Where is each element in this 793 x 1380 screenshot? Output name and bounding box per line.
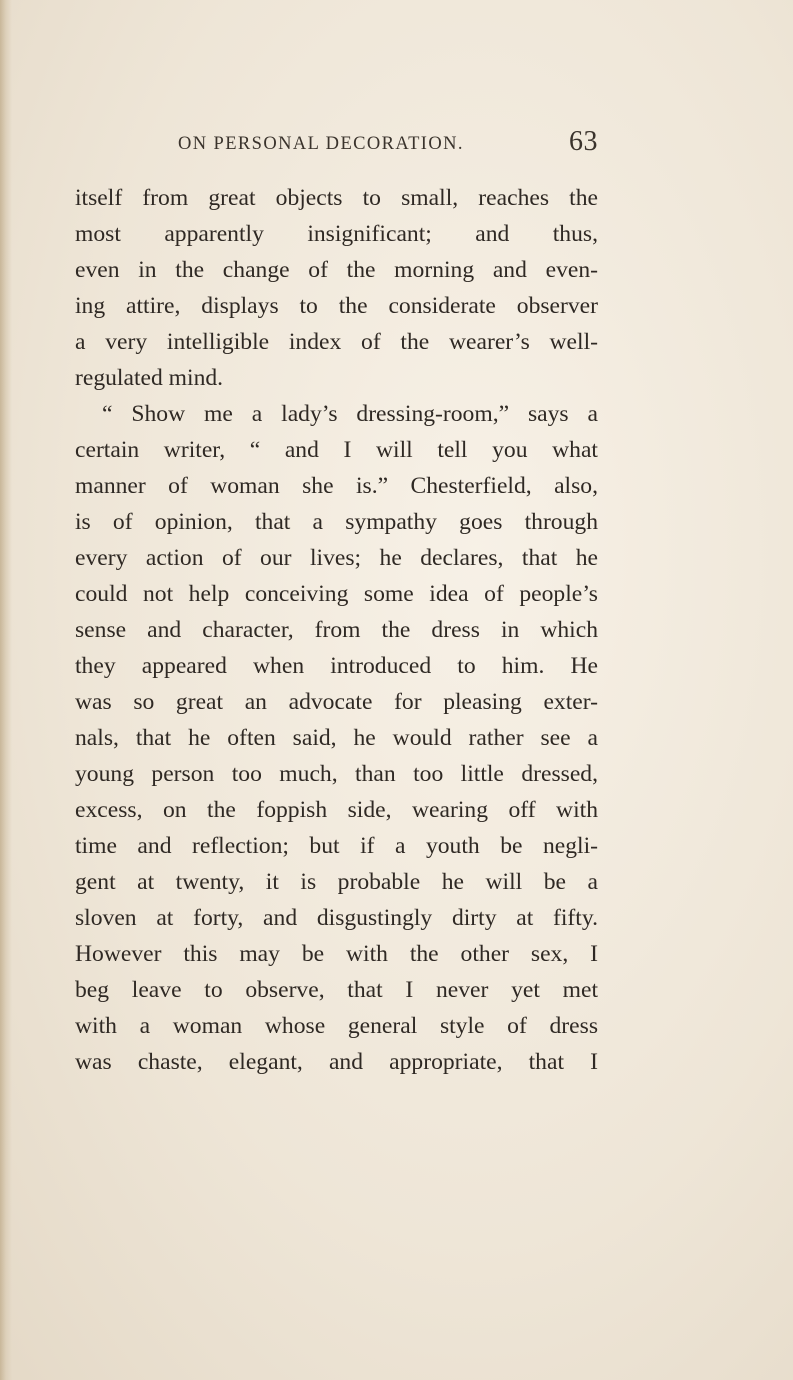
text-line: even in the change of the morning and even- (75, 257, 598, 283)
text-line: itself from great objects to small, reaches the (75, 185, 598, 211)
text-line: they appeared when introduced to him. He (75, 653, 598, 679)
text-line: nals, that he often said, he would rather see a (75, 725, 598, 751)
text-line: ing attire, displays to the considerate observer (75, 293, 598, 319)
text-line: excess, on the foppish side, wearing off with (75, 797, 598, 823)
text-line: a very intelligible index of the wearer’s well- (75, 329, 598, 355)
binding-edge (0, 0, 12, 1380)
text-line: regulated mind. (75, 365, 224, 391)
body-text (75, 180, 598, 1080)
text-line: sloven at forty, and disgustingly dirty at fifty. (75, 905, 598, 931)
text-line: manner of woman she is.” Chesterfield, also, (75, 473, 598, 499)
page-number: 63 (569, 126, 598, 157)
text-line: with a woman whose general style of dress (75, 1013, 598, 1039)
page-header (75, 126, 598, 166)
text-line: time and reflection; but if a youth be negli- (75, 833, 598, 859)
text-line: However this may be with the other sex, I (75, 941, 598, 967)
text-line: is of opinion, that a sympathy goes through (75, 509, 598, 535)
text-line: beg leave to observe, that I never yet met (75, 977, 598, 1003)
text-line: gent at twenty, it is probable he will be a (75, 869, 598, 895)
text-line: certain writer, “ and I will tell you what (75, 437, 598, 463)
text-line: “ Show me a lady’s dressing-room,” says a (102, 401, 598, 427)
text-line: most apparently insignificant; and thus, (75, 221, 598, 247)
text-line: was so great an advocate for pleasing exter- (75, 689, 598, 715)
text-line: young person too much, than too little dressed, (75, 761, 598, 787)
text-line: every action of our lives; he declares, that he (75, 545, 598, 571)
text-line: was chaste, elegant, and appropriate, that I (75, 1049, 598, 1075)
text-line: could not help conceiving some idea of people’s (75, 581, 598, 607)
text-line: sense and character, from the dress in which (75, 617, 598, 643)
running-title: ON PERSONAL DECORATION. (178, 134, 464, 154)
